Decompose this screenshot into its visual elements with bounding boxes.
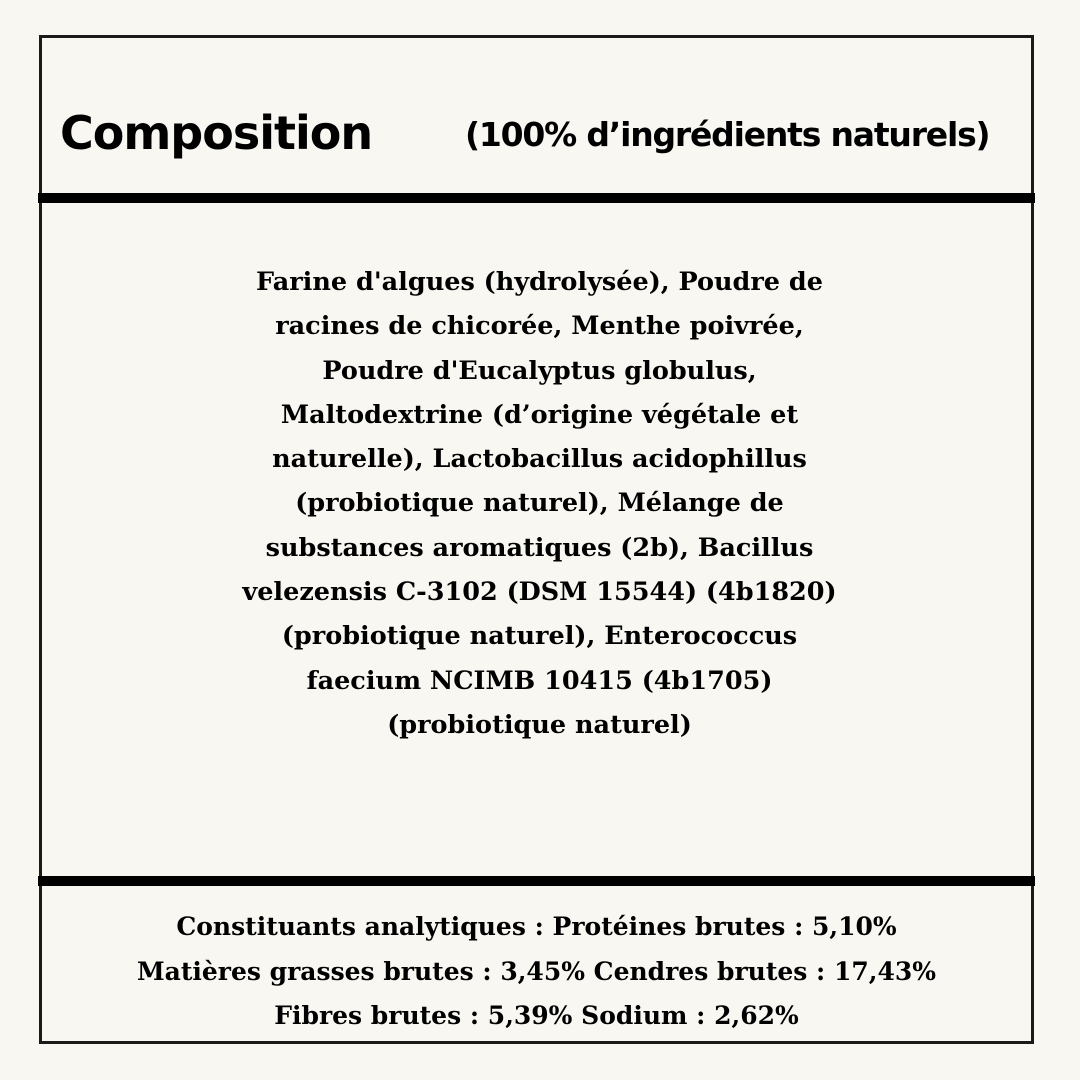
analytics-line-3: Fibres brutes : 5,39% Sodium : 2,62% <box>274 1001 799 1030</box>
header <box>42 38 1031 196</box>
top-divider <box>38 193 1035 203</box>
composition-frame <box>39 35 1034 1044</box>
ingredients-text: Farine d'algues (hydrolysée), Poudre de racines de chicorée, Menthe poivrée, Poudre d'Eucalyptus globulus, Maltodextrine (d’origine végétale et naturelle), Lactobacillus acidophillus (probiotique naturel), Mélange de substances aromatiques (2b), Bacillus velezensis C-3102 (DSM 15544) (4b1820) (probiotique naturel), Enterococcus faecium NCIMB 10415 (4b1705) (probiotique naturel) <box>242 267 837 740</box>
analytics-line-2: Matières grasses brutes : 3,45% Cendres brutes : 17,43% <box>136 956 937 986</box>
analytical-constituents <box>42 905 1031 1039</box>
analytics-line-1: Constituants analytiques : Protéines brutes : 5,10% <box>176 912 897 941</box>
page-title: Composition <box>60 106 373 160</box>
page-subtitle: (100% d’ingrédients naturels) <box>465 115 990 154</box>
bottom-divider <box>38 876 1035 886</box>
